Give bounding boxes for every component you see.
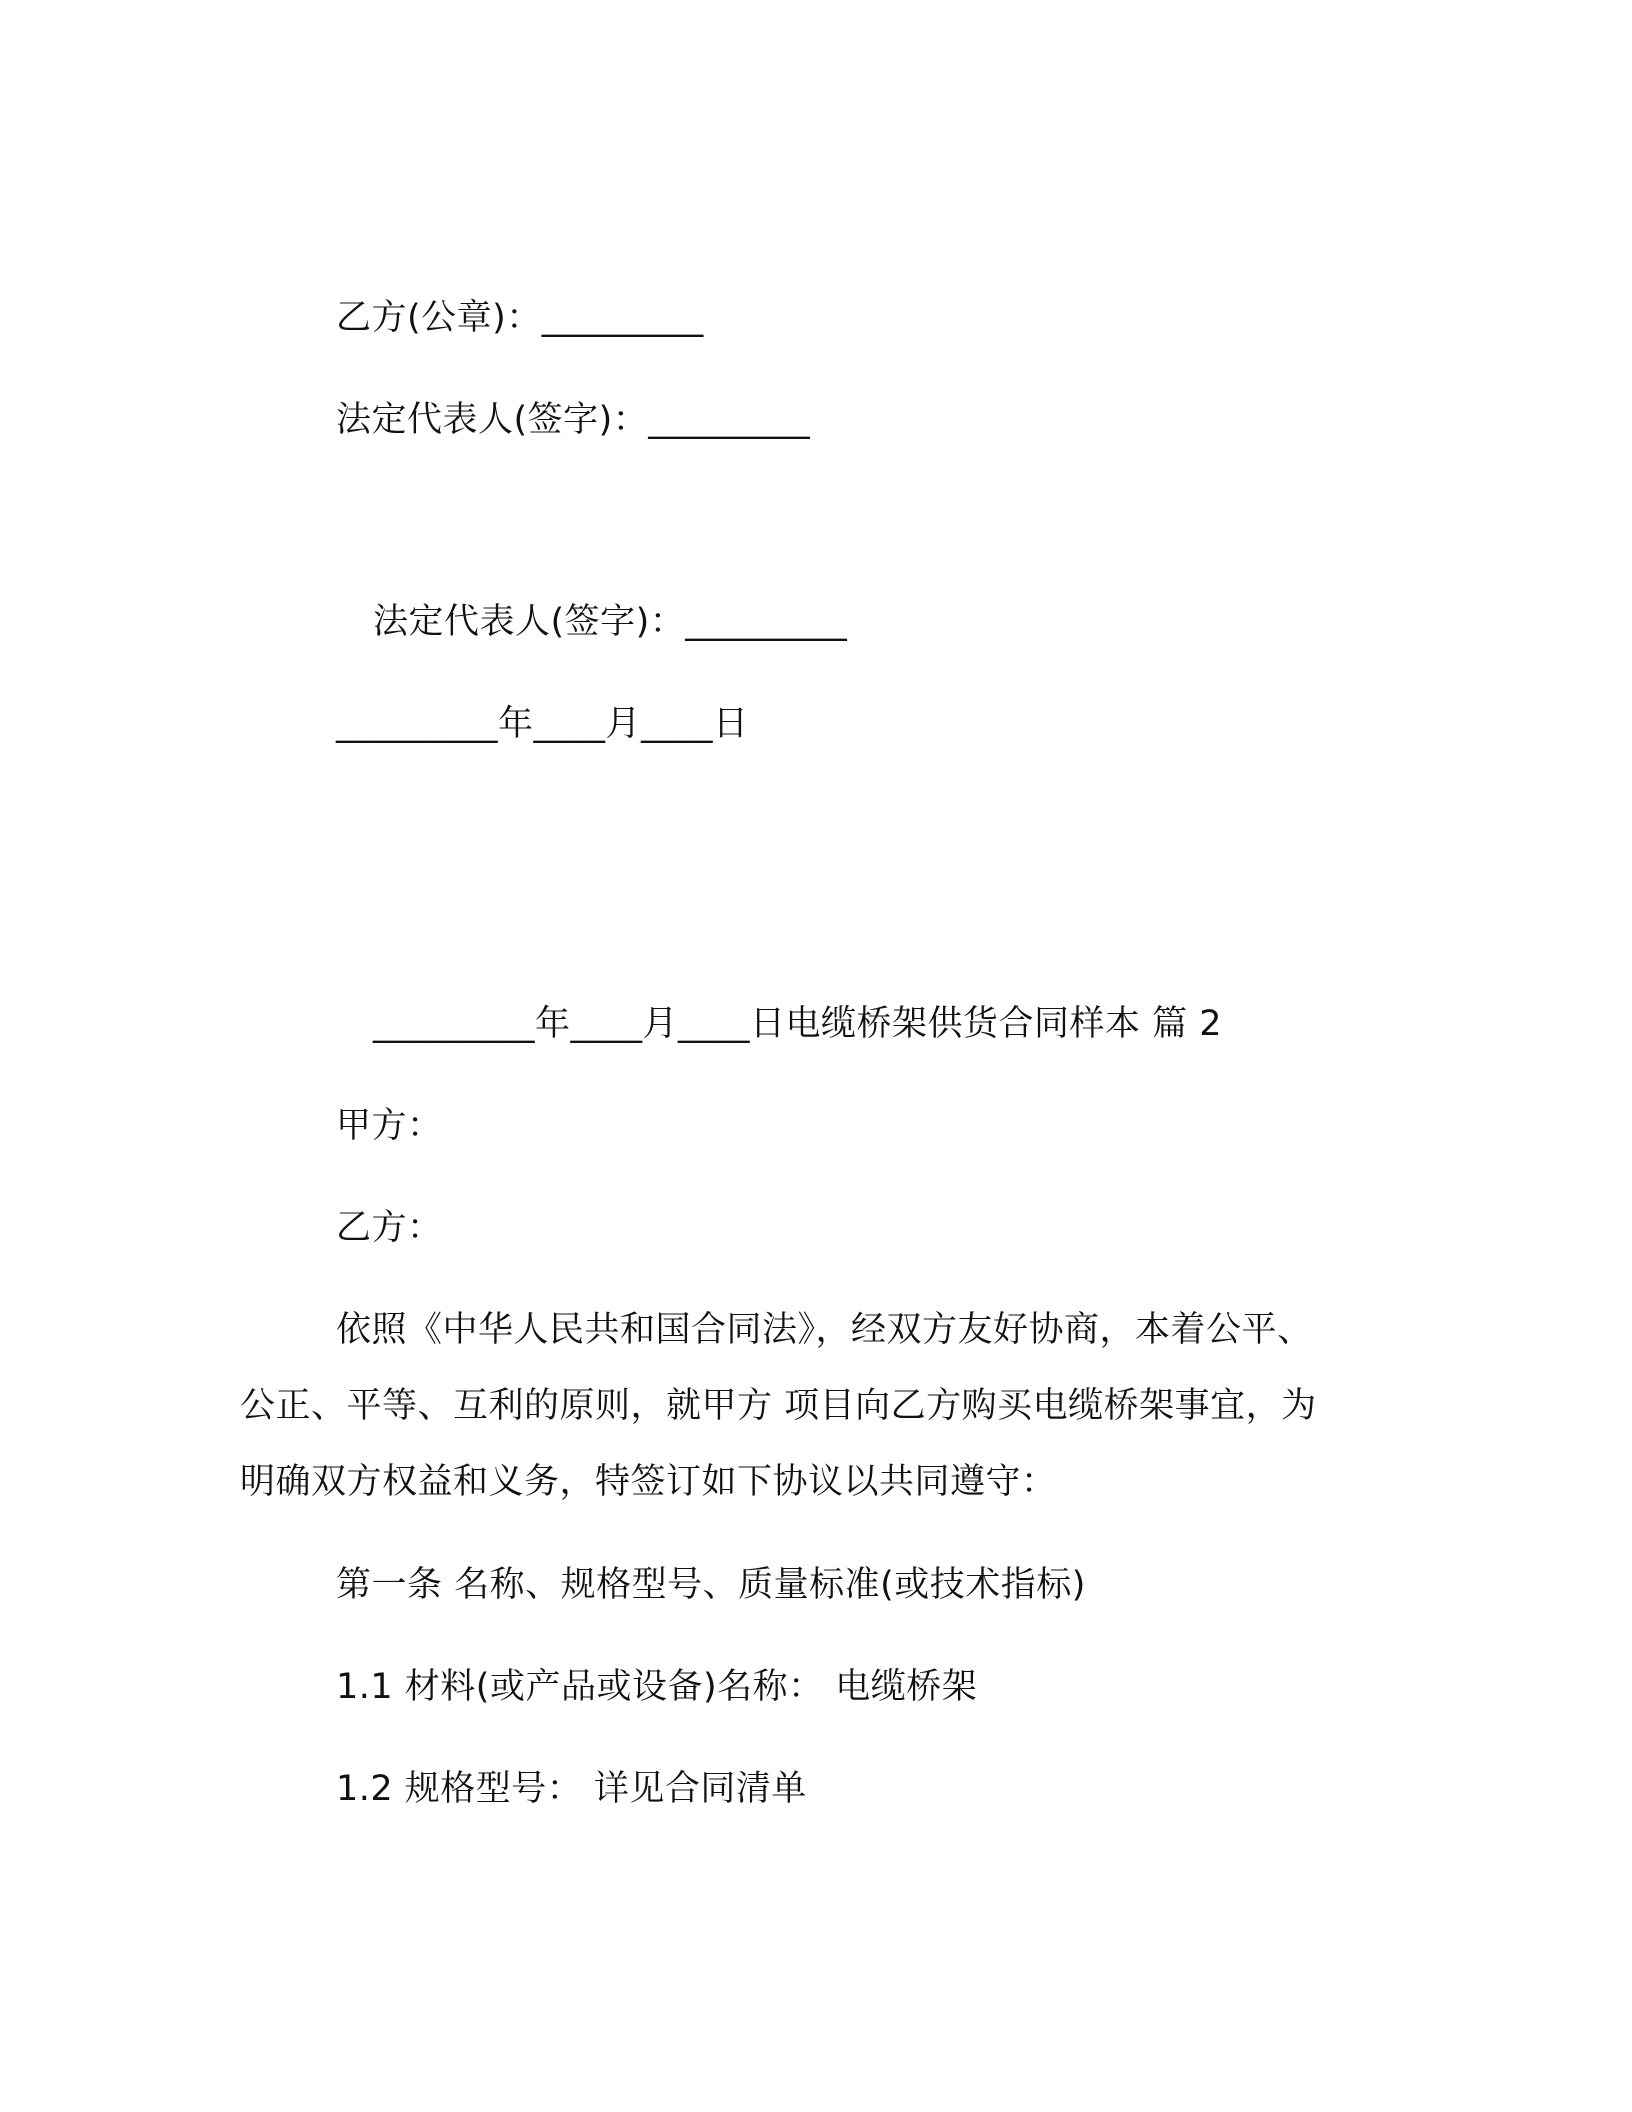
party-b-label: 乙方： — [336, 1208, 443, 1248]
legal-representative-line-2: 法定代表人(签字)：_________ — [373, 602, 848, 642]
intro-paragraph-line-3: 明确双方权益和义务，特签订如下协议以共同遵守： — [240, 1462, 1057, 1502]
item-1-2: 1.2 规格型号： 详见合同清单 — [336, 1769, 807, 1809]
legal-representative-line: 法定代表人(签字)：_________ — [336, 400, 811, 440]
party-b-seal-line: 乙方(公章)：_________ — [336, 298, 704, 338]
intro-paragraph-line-2: 公正、平等、互利的原则，就甲方 项目向乙方购买电缆桥架事宜，为 — [240, 1386, 1317, 1426]
contract-title: _________年____月____日电缆桥架供货合同样本 篇 2 — [373, 1004, 1223, 1044]
article-1-heading: 第一条 名称、规格型号、质量标准(或技术指标) — [336, 1565, 1086, 1605]
date-line: _________年____月____日 — [336, 704, 749, 744]
item-1-1: 1.1 材料(或产品或设备)名称： 电缆桥架 — [336, 1667, 978, 1707]
intro-paragraph-line-1: 依照《中华人民共和国合同法》，经双方友好协商，本着公平、 — [336, 1310, 1313, 1350]
party-a-label: 甲方： — [336, 1106, 443, 1146]
